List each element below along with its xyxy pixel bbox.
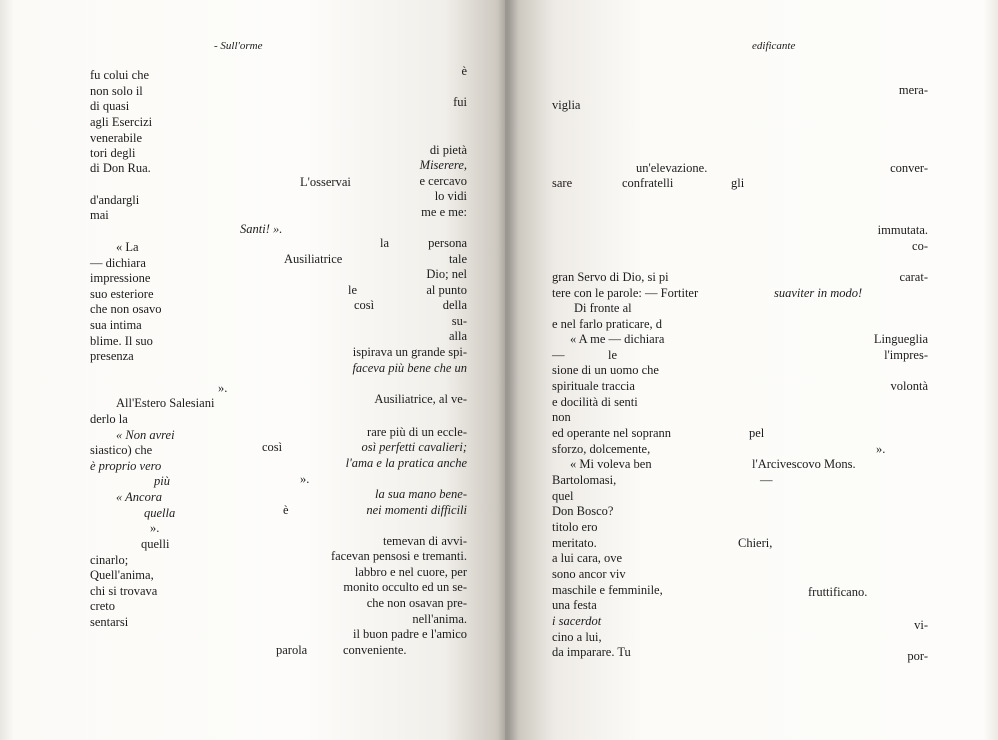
text-line: e docilità di senti — [552, 395, 638, 409]
text-line: co- — [912, 239, 928, 253]
text-line: labbro e nel cuore, per — [354, 565, 467, 579]
text-line: così — [262, 440, 283, 454]
text-line: la — [380, 236, 390, 250]
text-line: una festa — [552, 598, 597, 612]
text-line: tale — [448, 252, 467, 266]
text-line: spirituale traccia — [552, 379, 635, 393]
text-line: a lui cara, ove — [552, 551, 623, 565]
text-line: confratelli — [622, 176, 674, 190]
text-line: e nel farlo praticare, d — [552, 317, 663, 331]
text-line: nell'anima. — [412, 612, 467, 626]
text-line: quella — [144, 506, 176, 520]
text-line: cino a lui, — [552, 630, 602, 644]
text-line: pel — [749, 426, 765, 440]
text-line: chi si trovava — [90, 584, 158, 598]
text-line: siastico) che — [90, 443, 153, 457]
book-gutter — [498, 0, 518, 740]
text-line: lo vidi — [434, 189, 467, 203]
text-line: — — [760, 473, 773, 487]
text-line: Miserere, — [419, 158, 467, 172]
text-line: vi- — [914, 618, 928, 632]
text-line: Linguеglia — [873, 332, 928, 346]
text-line: titolo ero — [552, 520, 598, 534]
text-line: creto — [90, 599, 115, 613]
text-line: di Don Rua. — [90, 161, 151, 175]
text-line: e cercavo — [419, 174, 467, 188]
text-line: la sua mano bene- — [375, 487, 467, 501]
text-line: meritato. — [552, 536, 597, 550]
text-line: Ausiliatrice — [284, 252, 343, 266]
text-line: blime. Il suo — [90, 334, 153, 348]
text-line: di pietà — [429, 143, 467, 157]
text-line: volontà — [890, 379, 928, 393]
text-line: l'impres- — [884, 348, 928, 362]
text-line: Di fronte al — [574, 301, 632, 315]
text-line: suo esteriore — [90, 287, 154, 301]
text-line: suaviter in modo! — [774, 286, 863, 300]
text-line: Chieri, — [738, 536, 773, 550]
text-line: fu colui che — [90, 68, 150, 82]
text-line: alla — [448, 329, 467, 343]
text-line: Dio; nel — [426, 267, 467, 281]
text-line: quel — [552, 489, 574, 503]
text-line: al punto — [426, 283, 467, 297]
text-line: d'andargli — [90, 193, 140, 207]
text-line: che non osavan pre- — [366, 596, 467, 610]
text-line: por- — [907, 649, 928, 663]
text-line: ». — [300, 472, 310, 486]
text-line: non — [552, 410, 571, 424]
text-line: Santi! ». — [240, 222, 283, 236]
text-line: maschile e femminile, — [552, 583, 663, 597]
text-line: è — [283, 503, 289, 517]
text-line: immutata. — [877, 223, 928, 237]
text-line: carat- — [899, 270, 928, 284]
text-line: quelli — [141, 537, 170, 551]
text-line: gran Servo di Dio, si pi — [552, 270, 669, 284]
text-line: sua intima — [90, 318, 142, 332]
text-line: faceva più bene che un — [352, 361, 467, 375]
text-line: venerabile — [90, 131, 143, 145]
text-line: l'Arcivescovo Mons. — [752, 457, 856, 471]
text-line: sare — [552, 176, 573, 190]
text-line: il buon padre e l'amico — [352, 627, 467, 641]
text-line: presenza — [90, 349, 134, 363]
text-line: nei momenti difficili — [366, 503, 467, 517]
text-line: sentarsi — [90, 615, 129, 629]
text-line: conveniente. — [343, 643, 407, 657]
text-line: monito occulto ed un se- — [343, 580, 467, 594]
text-line: ispirava un grande spi- — [352, 345, 467, 359]
text-line: i sacerdot — [552, 614, 602, 628]
text-line: ». — [876, 442, 886, 456]
text-line: « A me — dichiara — [570, 332, 665, 346]
text-line: gli — [731, 176, 745, 190]
running-header-left: - Sull'orme — [214, 40, 263, 52]
text-line: è proprio vero — [90, 459, 162, 473]
text-line: « Mi voleva ben — [570, 457, 652, 471]
text-line: derlo la — [90, 412, 128, 426]
text-line: viglia — [552, 98, 581, 112]
text-line: un'elevazione. — [636, 161, 708, 175]
text-line: non solo il — [90, 84, 143, 98]
text-line: di quasi — [90, 99, 130, 113]
text-line: — dichiara — [90, 256, 146, 270]
running-header-right: edificante — [752, 40, 796, 52]
text-line: mera- — [898, 83, 928, 97]
text-line: impressione — [90, 271, 151, 285]
text-line: ed operante nel soprann — [552, 426, 672, 440]
text-line: sforzo, dolcemente, — [552, 442, 651, 456]
text-line: le — [608, 348, 618, 362]
text-line: « La — [116, 240, 139, 254]
text-line: sono ancor viv — [552, 567, 626, 581]
text-line: All'Estero Salesiani — [116, 396, 215, 410]
text-line: — — [552, 348, 565, 362]
text-line: che non osavo — [90, 302, 162, 316]
text-line: mai — [90, 208, 109, 222]
text-line: temevan di avvi- — [383, 534, 467, 548]
text-line: me e me: — [421, 205, 467, 219]
text-line: Don Bosco? — [552, 504, 614, 518]
text-line: ». — [150, 521, 160, 535]
text-line: persona — [428, 236, 467, 250]
text-line: fruttificano. — [808, 585, 868, 599]
text-line: della — [442, 298, 467, 312]
text-line: Quell'anima, — [90, 568, 154, 582]
text-line: da imparare. Tu — [552, 645, 631, 659]
text-line: Ausiliatrice, al ve- — [374, 392, 467, 406]
text-line: così — [354, 298, 375, 312]
text-line: ». — [218, 381, 228, 395]
text-line: tori degli — [90, 146, 136, 160]
text-line: fui — [453, 95, 467, 109]
text-line: Bartolomasi, — [552, 473, 617, 487]
text-line: « Non avrei — [116, 428, 175, 442]
text-line: è — [461, 64, 467, 78]
text-line: osì perfetti cavalieri; — [361, 440, 467, 454]
text-line: L'osservai — [300, 175, 351, 189]
text-line: rare più di un eccle- — [367, 425, 467, 439]
text-line: su- — [451, 314, 467, 328]
text-line: le — [348, 283, 358, 297]
text-line: più — [154, 474, 170, 488]
text-line: conver- — [890, 161, 928, 175]
text-line: sione di un uomo che — [552, 363, 659, 377]
text-line: facevan pensosi e tremanti. — [330, 549, 467, 563]
text-line: cinarlo; — [90, 553, 129, 567]
text-line: « Ancora — [116, 490, 162, 504]
text-line: tere con le parole: — Fortiter — [552, 286, 699, 300]
text-line: l'ama e la pratica anche — [345, 456, 467, 470]
text-line: agli Esercizi — [90, 115, 153, 129]
text-line: parola — [276, 643, 308, 657]
